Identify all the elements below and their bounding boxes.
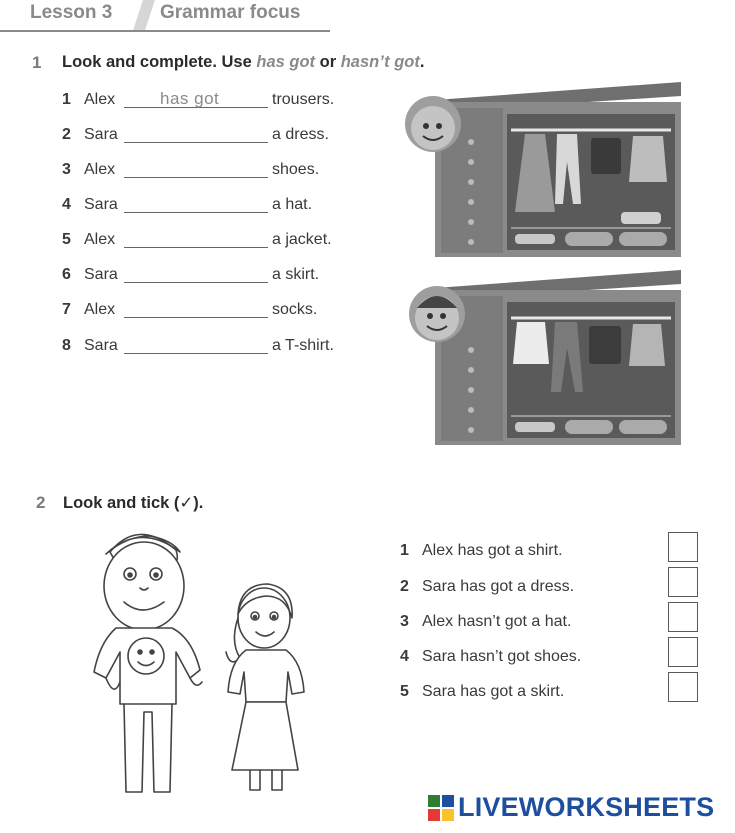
statement-text: Sara hasn’t got shoes. — [422, 648, 582, 665]
item-subject: Sara — [84, 337, 118, 354]
item-object: socks. — [272, 301, 318, 318]
tick-box[interactable] — [668, 567, 698, 597]
item-object: a jacket. — [272, 231, 332, 248]
item-subject: Alex — [84, 91, 116, 108]
statement-text: Alex has got a shirt. — [422, 542, 563, 559]
has-got-phrase: has got — [256, 53, 316, 71]
exercise-2-item: 5 Sara has got a skirt. — [400, 683, 565, 700]
answer-blank[interactable] — [124, 353, 268, 354]
answer-blank[interactable] — [124, 317, 268, 318]
alex-wardrobe-illustration — [405, 270, 681, 445]
item-subject: Alex — [84, 161, 116, 178]
item-object: a hat. — [272, 196, 313, 213]
tick-box[interactable] — [668, 672, 698, 702]
item-subject: Sara — [84, 196, 118, 213]
item-object: a skirt. — [272, 266, 320, 283]
lesson-topic: Grammar focus — [160, 2, 301, 23]
answer-blank[interactable] — [124, 282, 268, 283]
item-object: trousers. — [272, 91, 335, 108]
alex-and-sara-illustration — [80, 522, 330, 804]
sara-wardrobe-illustration — [405, 82, 681, 257]
item-subject: Sara — [84, 266, 118, 283]
exercise-1-item: 3 Alex shoes. — [62, 161, 320, 178]
hasnt-got-phrase: hasn’t got — [340, 53, 420, 71]
exercise-2-item: 1 Alex has got a shirt. — [400, 542, 563, 559]
answer-blank[interactable] — [124, 177, 268, 178]
exercise-1-item: 8 Sara a T-shirt. — [62, 337, 334, 354]
item-subject: Sara — [84, 126, 118, 143]
statement-text: Alex hasn’t got a hat. — [422, 613, 572, 630]
exercise-2-title: Look and tick (✓). — [63, 494, 204, 512]
exercise-1-title: Look and complete. Use has got or hasn’t got. — [62, 53, 425, 71]
answer-blank[interactable] — [124, 212, 268, 213]
exercise-2-item: 3 Alex hasn’t got a hat. — [400, 613, 572, 630]
exercise-1-item: 2 Sara a dress. — [62, 126, 329, 143]
item-object: a T-shirt. — [272, 337, 334, 354]
item-object: shoes. — [272, 161, 320, 178]
item-subject: Alex — [84, 301, 116, 318]
exercise-1-item: 6 Sara a skirt. — [62, 266, 320, 283]
answer-blank[interactable] — [124, 142, 268, 143]
statement-text: Sara has got a skirt. — [422, 683, 565, 700]
item-object: a dress. — [272, 126, 329, 143]
answer-text: has got — [160, 89, 220, 108]
exercise-1-number: 1 — [32, 53, 42, 72]
item-subject: Alex — [84, 231, 116, 248]
statement-text: Sara has got a dress. — [422, 578, 575, 595]
tick-box[interactable] — [668, 637, 698, 667]
exercise-1-item: 4 Sara a hat. — [62, 196, 313, 213]
liveworksheets-logo-icon — [428, 795, 454, 821]
exercise-1-item: 5 Alex a jacket. — [62, 231, 332, 248]
exercise-2-item: 2 Sara has got a dress. — [400, 578, 575, 595]
tick-box[interactable] — [668, 532, 698, 562]
exercise-2-item: 4 Sara hasn’t got shoes. — [400, 648, 582, 665]
exercise-1-item: 7 Alex socks. — [62, 301, 318, 318]
exercise-2-number: 2 — [36, 493, 46, 512]
exercise-1-item: 1 Alex has got trousers. — [62, 89, 335, 108]
liveworksheets-wordmark: LIVEWORKSHEETS — [458, 792, 715, 822]
answer-blank[interactable] — [124, 247, 268, 248]
lesson-label: Lesson 3 — [30, 2, 113, 23]
tick-box[interactable] — [668, 602, 698, 632]
